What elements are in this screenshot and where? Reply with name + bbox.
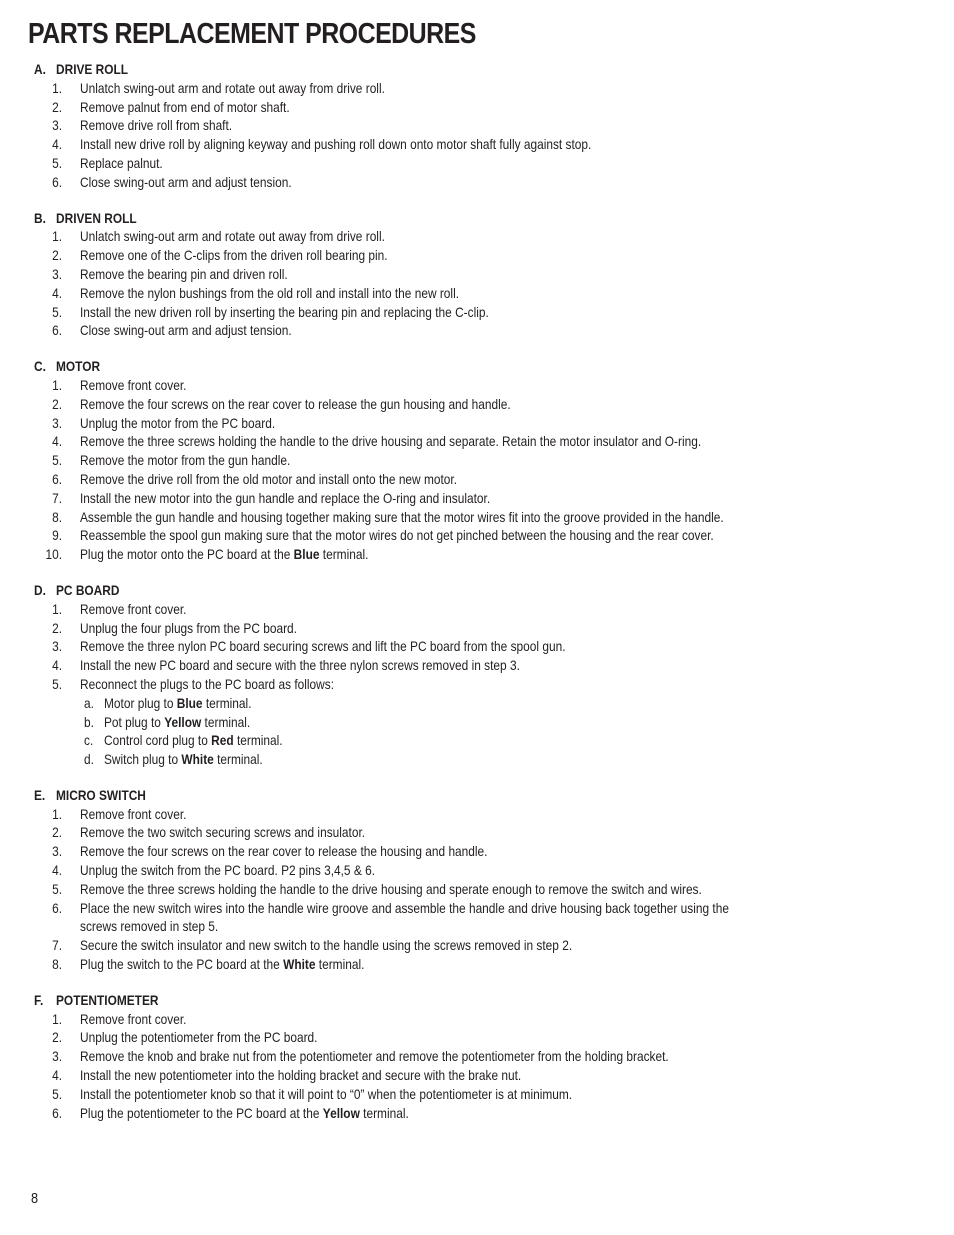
step-item	[0, 955, 954, 974]
step-text: Unlatch swing-out arm and rotate out away from drive roll.	[80, 79, 385, 96]
terminal-color-label: Yellow	[322, 1104, 360, 1121]
step-text: Remove the nylon bushings from the old roll and install into the new roll.	[80, 284, 460, 301]
step-number: 4.	[52, 862, 63, 879]
section-heading	[0, 991, 954, 1010]
step-number: 6.	[52, 899, 63, 916]
step-text	[80, 545, 368, 564]
step-text: Install the potentiometer knob so that it will point to “0” when the potentiometer is at minimum.	[80, 1085, 573, 1102]
section-title: DRIVEN ROLL	[56, 209, 137, 226]
section-heading	[0, 357, 954, 376]
step-text: Remove front cover.	[80, 1010, 187, 1027]
step-item	[0, 154, 954, 173]
step-item	[0, 432, 954, 451]
substep-item	[0, 713, 954, 732]
step-item	[0, 376, 954, 395]
terminal-color-label: Blue	[293, 546, 320, 563]
substep-letter: b.	[84, 713, 94, 730]
step-item	[0, 321, 954, 340]
step-text: Remove the drive roll from the old motor and install onto the new motor.	[80, 470, 458, 487]
section-letter: C.	[34, 358, 46, 375]
step-number: 2.	[52, 98, 63, 115]
step-item	[0, 842, 954, 861]
step-text: Remove the four screws on the rear cover to release the housing and handle.	[80, 843, 488, 860]
step-number: 5.	[52, 154, 63, 171]
step-text: Install the new PC board and secure with the three nylon screws removed in step 3.	[80, 657, 520, 674]
substep-text-pre: Motor plug to	[104, 694, 177, 711]
step-item	[0, 805, 954, 824]
page-number: 8	[31, 1190, 39, 1207]
step-item	[0, 1047, 954, 1066]
section-letter: F.	[34, 991, 44, 1008]
step-text: Remove the four screws on the rear cover to release the gun housing and handle.	[80, 395, 511, 412]
step-item	[0, 1085, 954, 1104]
step-number: 3.	[52, 638, 63, 655]
step-number: 10.	[45, 546, 63, 563]
terminal-color-label: White	[181, 751, 214, 768]
step-number: 9.	[52, 527, 63, 544]
substep-item	[0, 731, 954, 750]
substep-text	[104, 731, 283, 750]
step-number: 6.	[52, 470, 63, 487]
step-number: 2.	[52, 824, 63, 841]
step-item	[0, 861, 954, 880]
section-motor	[0, 357, 954, 564]
step-text-post: terminal.	[315, 956, 365, 973]
step-text: Remove front cover.	[80, 376, 187, 393]
step-number: 8.	[52, 508, 63, 525]
step-text: Remove the knob and brake nut from the potentiometer and remove the potentiometer from the holding bracket.	[80, 1048, 669, 1065]
page-title: PARTS REPLACEMENT PROCEDURES	[28, 18, 476, 50]
step-item	[0, 508, 954, 527]
substep-text-post: terminal.	[233, 732, 283, 749]
terminal-color-label: Red	[211, 732, 234, 749]
step-number: 5.	[52, 675, 63, 692]
terminal-color-label: White	[283, 956, 316, 973]
step-text-pre: Plug the motor onto the PC board at the	[80, 546, 294, 563]
step-text-pre: Plug the switch to the PC board at the	[80, 956, 284, 973]
step-text: Place the new switch wires into the handle wire groove and assemble the handle and drive housing back together using the	[80, 899, 729, 916]
step-number: 4.	[52, 284, 63, 301]
step-number: 1.	[52, 1010, 63, 1027]
step-item	[0, 619, 954, 638]
step-number: 2.	[52, 619, 63, 636]
step-number: 3.	[52, 414, 63, 431]
step-item	[0, 79, 954, 98]
step-item	[0, 246, 954, 265]
section-drive-roll	[0, 60, 954, 192]
substep-item	[0, 694, 954, 713]
step-number: 1.	[52, 805, 63, 822]
step-text: Remove the three screws holding the handle to the drive housing and separate. Retain the motor insulator and O-ring.	[80, 433, 702, 450]
section-letter: A.	[34, 61, 46, 77]
step-text	[80, 955, 364, 974]
step-number: 5.	[52, 452, 63, 469]
section-micro-switch	[0, 786, 954, 974]
step-item	[0, 1104, 954, 1123]
step-text: Remove palnut from end of motor shaft.	[80, 98, 290, 115]
step-item	[0, 173, 954, 192]
section-heading	[0, 209, 954, 228]
step-number: 1.	[52, 79, 63, 96]
step-text: Remove front cover.	[80, 600, 187, 617]
step-text: Install the new potentiometer into the holding bracket and secure with the brake nut.	[80, 1067, 522, 1084]
step-number: 1.	[52, 376, 63, 393]
step-text-post: terminal.	[359, 1104, 409, 1121]
section-potentiometer	[0, 991, 954, 1123]
step-number: 1.	[52, 600, 63, 617]
substep-letter: d.	[84, 751, 94, 768]
section-letter: E.	[34, 786, 46, 803]
step-item	[0, 227, 954, 246]
substep-letter: c.	[84, 732, 94, 749]
step-number: 3.	[52, 117, 63, 134]
substep-letter: a.	[84, 694, 94, 711]
section-heading	[0, 60, 954, 79]
step-text: Close swing-out arm and adjust tension.	[80, 322, 292, 339]
step-text: Remove one of the C-clips from the driven roll bearing pin.	[80, 247, 388, 264]
step-item	[0, 656, 954, 675]
step-number: 3.	[52, 265, 63, 282]
step-number: 6.	[52, 173, 63, 190]
substep-text	[104, 713, 250, 732]
step-text: Install the new motor into the gun handle and replace the O-ring and insulator.	[80, 489, 491, 506]
procedures-content	[0, 60, 954, 1139]
step-text: Unlatch swing-out arm and rotate out away from drive roll.	[80, 228, 385, 245]
step-item	[0, 675, 954, 694]
step-text: Replace palnut.	[80, 154, 163, 171]
step-number: 4.	[52, 1067, 63, 1084]
step-text: Remove front cover.	[80, 805, 187, 822]
step-item	[0, 1066, 954, 1085]
step-text: Remove drive roll from shaft.	[80, 117, 233, 134]
step-item	[0, 880, 954, 899]
step-text: Unplug the potentiometer from the PC board.	[80, 1029, 318, 1046]
step-number: 2.	[52, 247, 63, 264]
step-number: 5.	[52, 880, 63, 897]
step-number: 3.	[52, 843, 63, 860]
step-text: Remove the bearing pin and driven roll.	[80, 265, 288, 282]
step-text: Unplug the switch from the PC board. P2 pins 3,4,5 & 6.	[80, 862, 376, 879]
step-number: 5.	[52, 303, 63, 320]
step-item	[0, 98, 954, 117]
step-number: 5.	[52, 1085, 63, 1102]
step-text-post: terminal.	[319, 546, 369, 563]
step-text: Reconnect the plugs to the PC board as follows:	[80, 675, 335, 692]
step-text-pre: Plug the potentiometer to the PC board at the	[80, 1104, 323, 1121]
step-number: 2.	[52, 1029, 63, 1046]
section-letter: D.	[34, 581, 46, 598]
step-item	[0, 303, 954, 322]
step-text: Install the new driven roll by inserting the bearing pin and replacing the C-clip.	[80, 303, 489, 320]
step-number: 4.	[52, 433, 63, 450]
substep-text-pre: Pot plug to	[104, 713, 165, 730]
terminal-color-label: Yellow	[164, 713, 202, 730]
step-text: Install new drive roll by aligning keyway and pushing roll down onto motor shaft fully against stop.	[80, 136, 592, 153]
step-number: 4.	[52, 136, 63, 153]
substep-text	[104, 694, 252, 713]
step-item	[0, 414, 954, 433]
step-item	[0, 470, 954, 489]
step-item	[0, 899, 954, 937]
terminal-color-label: Blue	[176, 694, 203, 711]
step-number: 7.	[52, 937, 63, 954]
section-driven-roll	[0, 209, 954, 341]
step-item	[0, 1028, 954, 1047]
step-number: 2.	[52, 395, 63, 412]
step-item	[0, 265, 954, 284]
substep-text-pre: Switch plug to	[104, 751, 182, 768]
section-title: MOTOR	[56, 358, 101, 375]
step-item	[0, 135, 954, 154]
section-title: POTENTIOMETER	[56, 991, 159, 1008]
step-text: Unplug the motor from the PC board.	[80, 414, 276, 431]
step-text: Secure the switch insulator and new switch to the handle using the screws removed in step 2.	[80, 937, 573, 954]
section-letter: B.	[34, 209, 46, 226]
step-text: Remove the two switch securing screws and insulator.	[80, 824, 366, 841]
step-number: 8.	[52, 956, 63, 973]
step-item	[0, 489, 954, 508]
section-heading	[0, 786, 954, 805]
step-text: Close swing-out arm and adjust tension.	[80, 173, 292, 190]
step-text: Remove the three screws holding the handle to the drive housing and sperate enough to remove the switch and wires.	[80, 880, 702, 897]
section-heading	[0, 581, 954, 600]
step-number: 7.	[52, 489, 63, 506]
step-item	[0, 1010, 954, 1029]
substep-text-post: terminal.	[201, 713, 251, 730]
substep-text	[104, 750, 263, 769]
section-title: PC BOARD	[56, 581, 120, 598]
substep-text-pre: Control cord plug to	[104, 732, 212, 749]
step-item	[0, 395, 954, 414]
step-item	[0, 451, 954, 470]
step-item	[0, 637, 954, 656]
step-number: 6.	[52, 1104, 63, 1121]
substep-text-post: terminal.	[202, 694, 252, 711]
step-item	[0, 936, 954, 955]
step-item	[0, 600, 954, 619]
step-text: Remove the motor from the gun handle.	[80, 452, 291, 469]
section-pc-board	[0, 581, 954, 769]
step-item	[0, 116, 954, 135]
step-text: Assemble the gun handle and housing together making sure that the motor wires fit into the groove provided in the handle.	[80, 508, 724, 525]
step-number: 1.	[52, 228, 63, 245]
step-text	[80, 1104, 409, 1123]
substep-text-post: terminal.	[213, 751, 263, 768]
step-text: Remove the three nylon PC board securing screws and lift the PC board from the spool gun.	[80, 638, 566, 655]
step-item	[0, 823, 954, 842]
step-text: Reassemble the spool gun making sure that the motor wires do not get pinched between the housing and the rear cover.	[80, 527, 714, 544]
section-title: DRIVE ROLL	[56, 61, 129, 77]
step-number: 3.	[52, 1048, 63, 1065]
step-number: 6.	[52, 322, 63, 339]
substep-item	[0, 750, 954, 769]
step-text: Unplug the four plugs from the PC board.	[80, 619, 297, 636]
step-number: 4.	[52, 657, 63, 674]
step-text-continued: screws removed in step 5.	[80, 918, 219, 935]
step-item	[0, 284, 954, 303]
step-item	[0, 526, 954, 545]
section-title: MICRO SWITCH	[56, 786, 146, 803]
step-item	[0, 545, 954, 564]
